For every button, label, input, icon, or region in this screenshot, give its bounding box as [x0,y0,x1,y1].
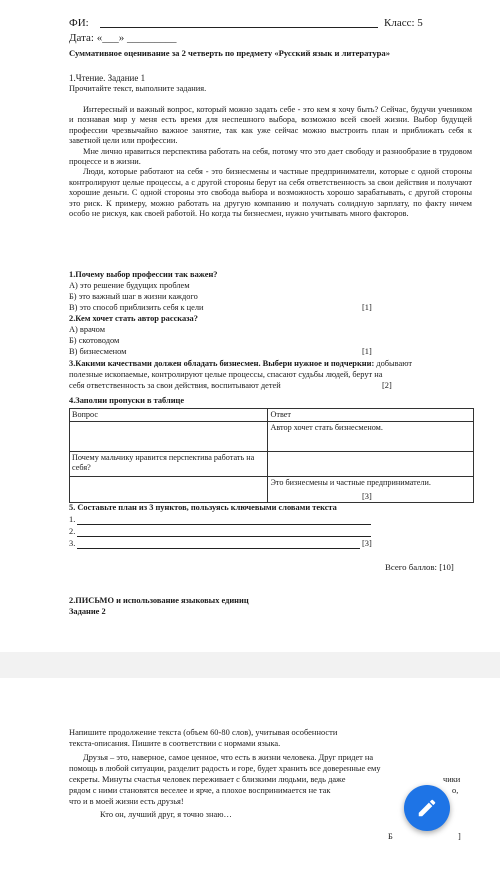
q5-heading: 5. Составьте план из 3 пунктов, пользуясь ключевыми словами текста [69,503,337,512]
q3-line1-rest: добывают [376,359,413,368]
table-cell-answer: Это бизнесмены и частные предприниматели. [268,477,474,503]
q3-line1 [69,359,412,369]
plan-item-3-line[interactable] [77,548,360,549]
date-label: Дата: «___» _________ [69,32,177,44]
edit-button[interactable] [404,785,450,831]
prompt-text-line5: что и в моей жизни есть друзья! [69,797,184,806]
plan-item-3-label: 3. [69,539,76,548]
corner-fragment-right: ] [458,832,461,841]
table-cell-answer: Автор хочет стать бизнесменом. [268,422,474,452]
q1-question: 1.Почему выбор профессии так важен? [69,270,218,279]
prompt-text-line4-tail: о, [452,786,459,795]
pencil-icon [416,797,438,819]
q2-points: [1] [362,347,372,356]
table-row [70,452,474,477]
table-row [70,477,474,503]
q2-question: 2.Кем хочет стать автор рассказа? [69,314,198,323]
q4-heading: 4.Заполни пропуски в таблице [69,396,185,405]
class-label: Класс: 5 [384,17,423,29]
q2-option-c: В) бизнесменом [69,347,127,356]
plan-item-1-label: 1. [69,515,76,524]
table-cell-answer[interactable] [268,452,474,477]
writing-instruction-line1: Напишите продолжение текста (объем 60-80 слов), учитывая особенности [69,728,338,737]
corner-fragment-left: Б [388,832,393,841]
prompt-text-line3: секреты. Минуты счастья человек переживает с близкими людьми, ведь даже [69,775,346,784]
q3-question: 3.Какими качествами должен обладать бизнесмен. Выбери нужное и подчеркни: [69,359,375,368]
section2-heading: 2.ПИСЬМО и использование языковых единиц [69,596,249,605]
reading-paragraph: Интересный и важный вопрос, который можно задать себе - это кем я хочу быть? Сейчас, будучи учеником и познавая мир у меня есть время для неспешного выбора, возможно всей своей жизни. Выбор будущей профессии чрезвычайно важное занятие, так как уже сейчас можно выстроить план и приближать себя к заветной цели или профессии. [69,105,472,146]
table-cell-question[interactable] [70,422,268,452]
q1-option-a: А) это решение будущих проблем [69,281,190,290]
table-row [70,422,474,452]
table-cell-question[interactable] [70,477,268,503]
reading-text [69,105,472,219]
q4-points: [3] [362,492,372,501]
worksheet-title: Суммативное оценивание за 2 четверть по предмету «Русский язык и литература» [69,48,391,58]
table-cell-question: Почему мальчику нравится перспектива работать на себя? [70,452,268,477]
reading-paragraph: Мне лично нравиться перспектива работать на себя, потому что это дает свободу и разнообразие в трудовом процессе и в жизни. [69,146,472,167]
plan-item-2-line[interactable] [77,536,371,537]
q3-points: [2] [382,381,392,390]
writing-instruction-line2: текста-описания. Пишите в соответствии с нормами языка. [69,739,281,748]
fill-table [69,408,474,503]
table-header-answer: Ответ [268,409,474,422]
prompt-text-line6: Кто он, лучший друг, я точно знаю… [100,810,232,819]
prompt-text-line4: рядом с ними становятся веселее и ярче, а плохое воспринимается не так [69,786,331,795]
q5-points: [3] [362,539,372,548]
q1-points: [1] [362,303,372,312]
table-header-row [70,409,474,422]
plan-item-2-label: 2. [69,527,76,536]
prompt-text-line2: помощь в любой ситуации, разделит радость и горе, будет хранить все доверенные ему [69,764,381,773]
q1-option-b: Б) это важный шаг в жизни каждого [69,292,198,301]
section1-heading: 1.Чтение. Задание 1 [69,73,146,83]
section2-task: Задание 2 [69,607,106,616]
q2-option-a: А) врачом [69,325,105,334]
worksheet-page-2 [0,678,500,880]
prompt-text-line1: Друзья – это, наверное, самое ценное, что есть в жизни человека. Друг придет на [83,753,374,762]
fi-underline [100,27,378,28]
reading-paragraph: Люди, которые работают на себя - это бизнесмены и частные предприниматели, которые с одной стороны контролируют целые процессы, а с другой стороны берут на себя ответственность за свои действия и получают хорошие деньги. С одной стороны это свобода выбора и возможность хорошо зарабатывать, с другой стороны это риск. К примеру, можно работать на другую компанию и получать солидную зарплату, по факту ничем особо не рискуя, как своей работой. Но когда ты бизнесмен, нужно учитывать много факторов. [69,167,472,219]
prompt-text-line3-tail: чики [443,775,461,784]
section1-instruction: Прочитайте текст, выполните задания. [69,84,207,93]
plan-item-1-line[interactable] [77,524,371,525]
q3-line2: полезные ископаемые, контролируют целые процессы, спасают судьбы людей, берут на [69,370,383,379]
table-header-question: Вопрос [70,409,268,422]
q2-option-b: Б) скотоводом [69,336,120,345]
total-score: Всего баллов: [10] [385,562,454,572]
fi-label: ФИ: [69,17,89,29]
q1-option-c: В) это способ приблизить себя к цели [69,303,204,312]
q3-line3: себя ответственность за свои действия, воспитывают детей [69,381,281,390]
